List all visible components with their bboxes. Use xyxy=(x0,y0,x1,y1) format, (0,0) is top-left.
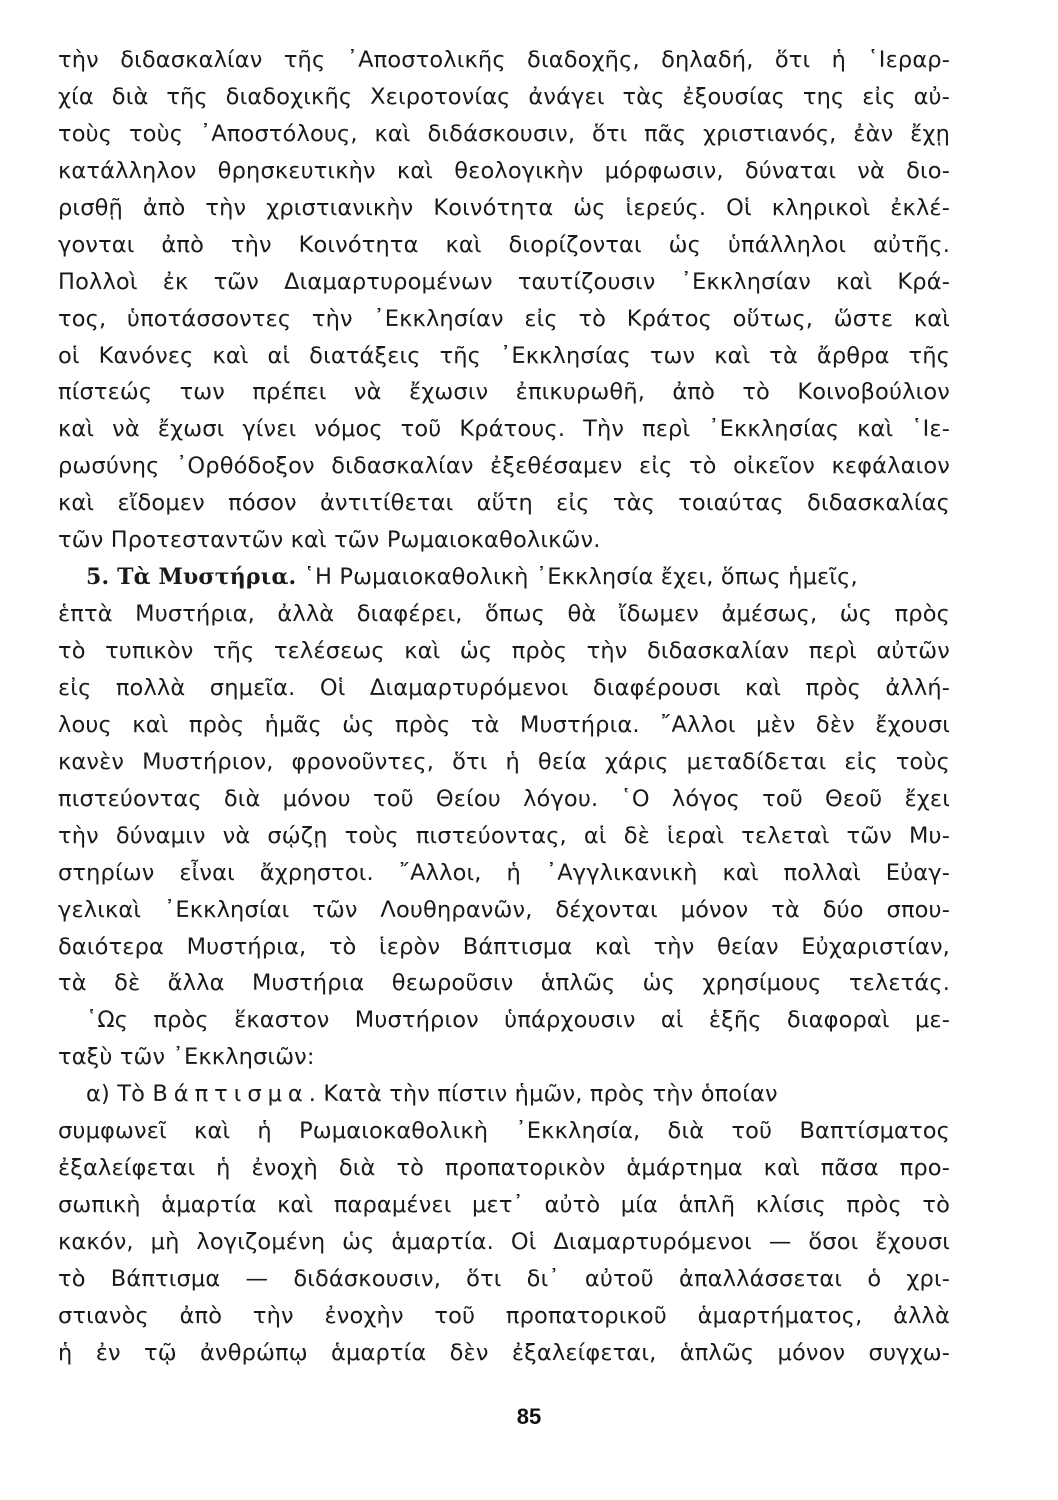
section-heading: 5. Τὰ Μυστήρια. xyxy=(86,564,297,591)
text-line: κακόν, μὴ λογιζομένη ὡς ἁμαρτία. Οἱ Διαμαρτυρόμενοι — ὅσοι ἔχουσι xyxy=(58,1229,950,1255)
text-line: τὸ τυπικὸν τῆς τελέσεως καὶ ὡς πρὸς τὴν διδασκαλίαν περὶ αὐτῶν xyxy=(58,638,950,664)
section-line-text: ῾Η Ρωμαιοκαθολικὴ ᾿Εκκλησία ἔχει, ὅπως ἡμεῖς, xyxy=(303,564,858,591)
text-line: καὶ νὰ ἔχωσι γίνει νόμος τοῦ Κράτους. Τὴν περὶ ᾿Εκκλησίας καὶ ῾Ιε- xyxy=(58,416,950,443)
subsection-label: α) Τὸ xyxy=(86,1081,146,1108)
subsection-line-text: . Κατὰ τὴν πίστιν ἡμῶν, πρὸς τὴν ὁποίαν xyxy=(308,1081,778,1108)
text-line: ρισθῇ ἀπὸ τὴν χριστιανικὴν Κοινότητα ὡς ἱερεύς. Οἱ κληρικοὶ ἐκλέ- xyxy=(58,194,950,221)
text-line: ἐξαλείφεται ἡ ἐνοχὴ διὰ τὸ προπατορικὸν ἁμάρτημα καὶ πᾶσα προ- xyxy=(58,1155,950,1182)
section-line xyxy=(58,559,950,596)
text-line: γελικαὶ ᾿Εκκλησίαι τῶν Λουθηρανῶν, δέχονται μόνον τὰ δύο σπου- xyxy=(58,896,950,923)
text-line: εἰς πολλὰ σημεῖα. Οἱ Διαμαρτυρόμενοι διαφέρουσι καὶ πρὸς ἀλλή- xyxy=(58,674,950,701)
text-line: πίστεώς των πρέπει νὰ ἔχωσιν ἐπικυρωθῆ, ἀπὸ τὸ Κοινοβούλιον xyxy=(58,379,950,406)
text-line: τοὺς τοὺς ᾿Αποστόλους, καὶ διδάσκουσιν, ὅτι πᾶς χριστιανός, ἐὰν ἔχῃ xyxy=(58,120,950,147)
subsection-line xyxy=(58,1076,950,1113)
text-line: ῾Ως πρὸς ἕκαστον Μυστήριον ὑπάρχουσιν αἱ ἑξῆς διαφοραὶ με- xyxy=(86,1007,950,1034)
text-line: λους καὶ πρὸς ἡμᾶς ὡς πρὸς τὰ Μυστήρια. ῎Αλλοι μὲν δὲν ἔχουσι xyxy=(58,711,950,738)
text-line: στηρίων εἶναι ἄχρηστοι. ῎Αλλοι, ἡ ᾿Αγγλικανικὴ καὶ πολλαὶ Εὐαγ- xyxy=(58,859,950,886)
text-line: ἡ ἐν τῷ ἀνθρώπῳ ἁμαρτία δὲν ἐξαλείφεται, ἁπλῶς μόνον συγχω- xyxy=(58,1339,950,1366)
body-text xyxy=(58,42,950,1372)
text-line: τὴν διδασκαλίαν τῆς ᾿Αποστολικῆς διαδοχῆς, δηλαδή, ὅτι ἡ ῾Ιεραρ- xyxy=(58,47,950,73)
text-line: ἑπτὰ Μυστήρια, ἀλλὰ διαφέρει, ὅπως θὰ ἴδωμεν ἀμέσως, ὡς πρὸς xyxy=(58,601,950,628)
text-line: ταξὺ τῶν ᾿Εκκλησιῶν: xyxy=(58,1044,315,1071)
page-number: 85 xyxy=(516,1404,542,1429)
text-line: τὰ δὲ ἄλλα Μυστήρια θεωροῦσιν ἁπλῶς ὡς χρησίμους τελετάς. xyxy=(58,970,950,997)
text-line: τὸ Βάπτισμα — διδάσκουσιν, ὅτι δι᾿ αὐτοῦ ἀπαλλάσσεται ὁ χρι- xyxy=(58,1265,950,1292)
text-line: ρωσύνης ᾿Ορθόδοξον διδασκαλίαν ἐξεθέσαμεν εἰς τὸ οἰκεῖον κεφάλαιον xyxy=(58,453,950,480)
text-line: δαιότερα Μυστήρια, τὸ ἱερὸν Βάπτισμα καὶ τὴν θείαν Εὐχαριστίαν, xyxy=(58,933,950,960)
text-line: κανὲν Μυστήριον, φρονοῦντες, ὅτι ἡ θεία χάρις μεταδίδεται εἰς τοὺς xyxy=(58,748,950,775)
text-line: κατάλληλον θρησκευτικὴν καὶ θεολογικὴν μόρφωσιν, δύναται νὰ διο- xyxy=(58,157,950,184)
subsection-term: Βάπτισμα xyxy=(152,1081,309,1108)
text-line: Πολλοὶ ἐκ τῶν Διαμαρτυρομένων ταυτίζουσιν ᾿Εκκλησίαν καὶ Κρά- xyxy=(58,268,950,295)
text-line: οἱ Κανόνες καὶ αἱ διατάξεις τῆς ᾿Εκκλησίας των καὶ τὰ ἄρθρα τῆς xyxy=(58,342,950,369)
text-line: χία διὰ τῆς διαδοχικῆς Χειροτονίας ἀνάγει τὰς ἐξουσίας της εἰς αὐ- xyxy=(58,83,950,110)
text-line: πιστεύοντας διὰ μόνου τοῦ Θείου λόγου. ῾Ο λόγος τοῦ Θεοῦ ἔχει xyxy=(58,785,950,812)
text-line: στιανὸς ἀπὸ τὴν ἐνοχὴν τοῦ προπατορικοῦ ἁμαρτήματος, ἀλλὰ xyxy=(58,1302,950,1329)
text-line: τῶν Προτεσταντῶν καὶ τῶν Ρωμαιοκαθολικῶν. xyxy=(58,527,601,554)
text-line: γονται ἀπὸ τὴν Κοινότητα καὶ διορίζονται ὡς ὑπάλληλοι αὐτῆς. xyxy=(58,231,950,258)
text-line: τος, ὑποτάσσοντες τὴν ᾿Εκκλησίαν εἰς τὸ Κράτος οὕτως, ὥστε καὶ xyxy=(58,305,950,332)
text-line: σωπικὴ ἁμαρτία καὶ παραμένει μετ᾿ αὐτὸ μία ἁπλῆ κλίσις πρὸς τὸ xyxy=(58,1192,950,1219)
text-line: καὶ εἴδομεν πόσον ἀντιτίθεται αὕτη εἰς τὰς τοιαύτας διδασκαλίας xyxy=(58,490,950,517)
text-line: συμφωνεῖ καὶ ἡ Ρωμαιοκαθολικὴ ᾿Εκκλησία, διὰ τοῦ Βαπτίσματος xyxy=(58,1118,950,1145)
text-line: τὴν δύναμιν νὰ σῴζῃ τοὺς πιστεύοντας, αἱ δὲ ἱεραὶ τελεταὶ τῶν Μυ- xyxy=(58,822,950,849)
